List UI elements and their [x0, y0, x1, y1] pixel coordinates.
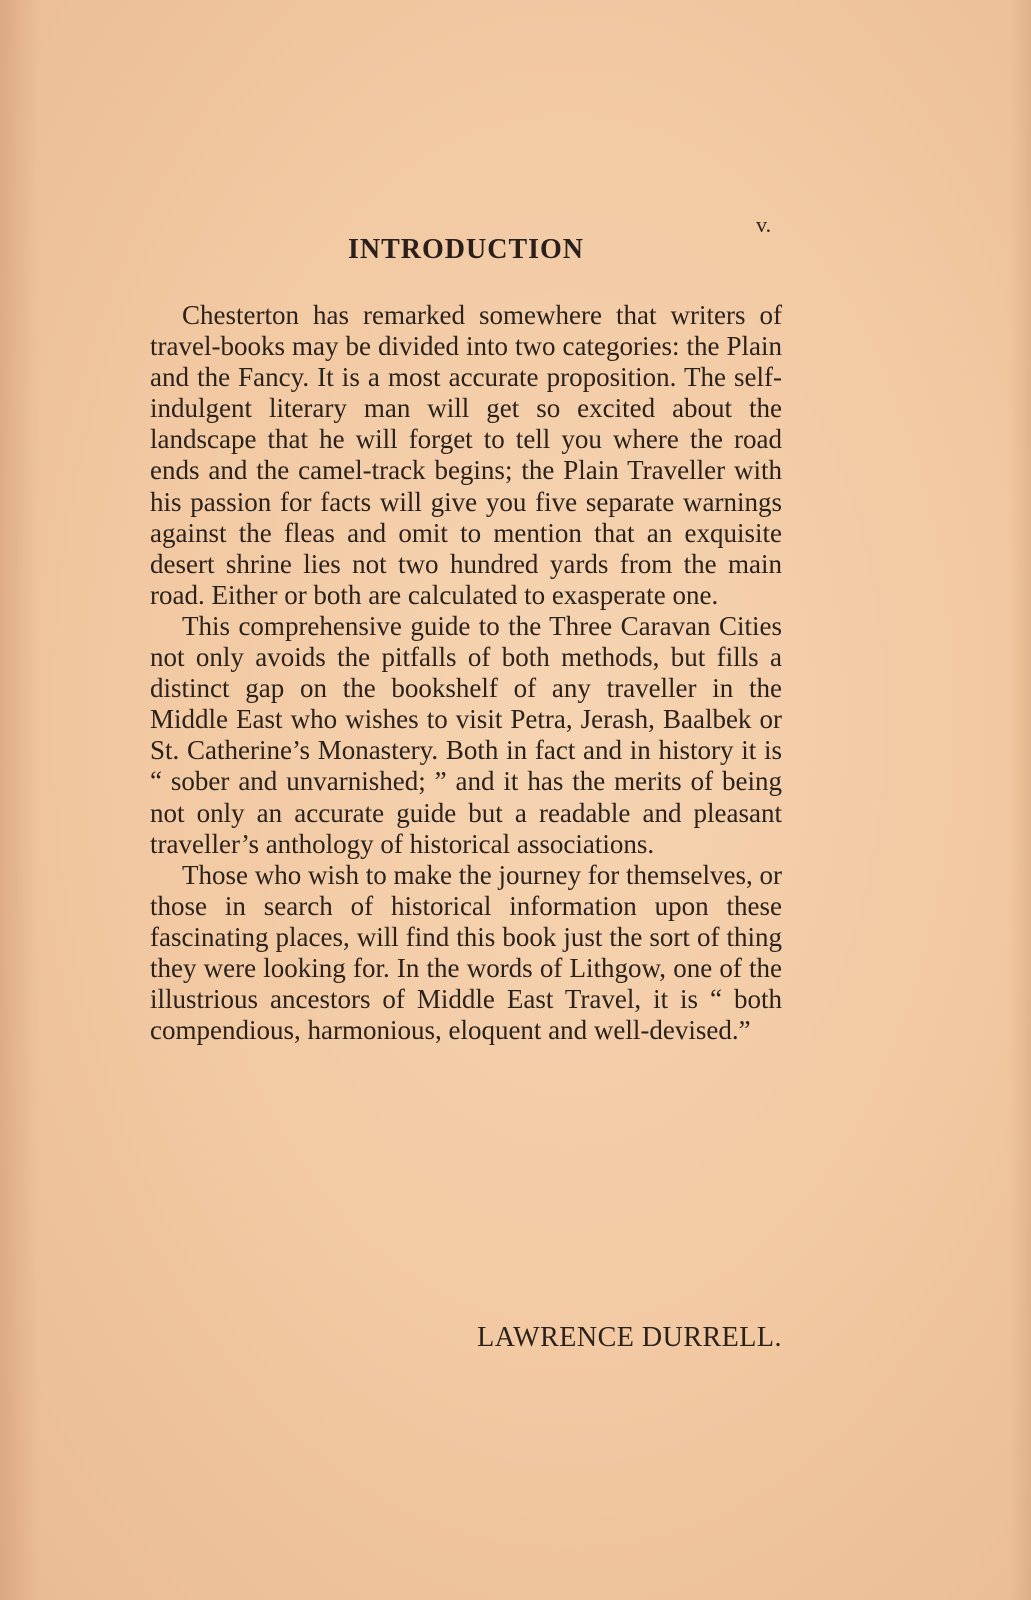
page-number: v. [756, 212, 772, 237]
paragraph-1: Chesterton has remarked somewhere that writers of travel-books may be divided into two categories: the Plain and the Fancy. It is a most accurate proposition. The self-indulgent literary man will get so excited about the landscape that he will forget to tell you where the road ends and the camel-track begins; the Plain Traveller with his passion for facts will give you five separate warnings against the fleas and omit to mention that an exquisite desert shrine lies not two hundred yards from the main road. Either or both are calculated to exasperate one. [150, 300, 782, 610]
author-signature: LAWRENCE DURRELL. [477, 1322, 782, 1353]
body-text [150, 300, 782, 1046]
paragraph-2: This comprehensive guide to the Three Caravan Cities not only avoids the pitfalls of both methods, but fills a distinct gap on the bookshelf of any traveller in the Middle East who wishes to visit Petra, Jerash, Baalbek or St. Catherine’s Monastery. Both in fact and in history it is “ sober and unvarnished; ” and it has the merits of being not only an accurate guide but a readable and pleasant traveller’s anthology of historical associations. [150, 610, 782, 859]
paragraph-3: Those who wish to make the journey for themselves, or those in search of historical information upon these fascinating places, will find this book just the sort of thing they were looking for. In the words of Lithgow, one of the illustrious ancestors of Middle East Travel, it is “ both compendious, harmonious, eloquent and well-devised.” [150, 859, 782, 1046]
page-title: INTRODUCTION [347, 234, 585, 265]
